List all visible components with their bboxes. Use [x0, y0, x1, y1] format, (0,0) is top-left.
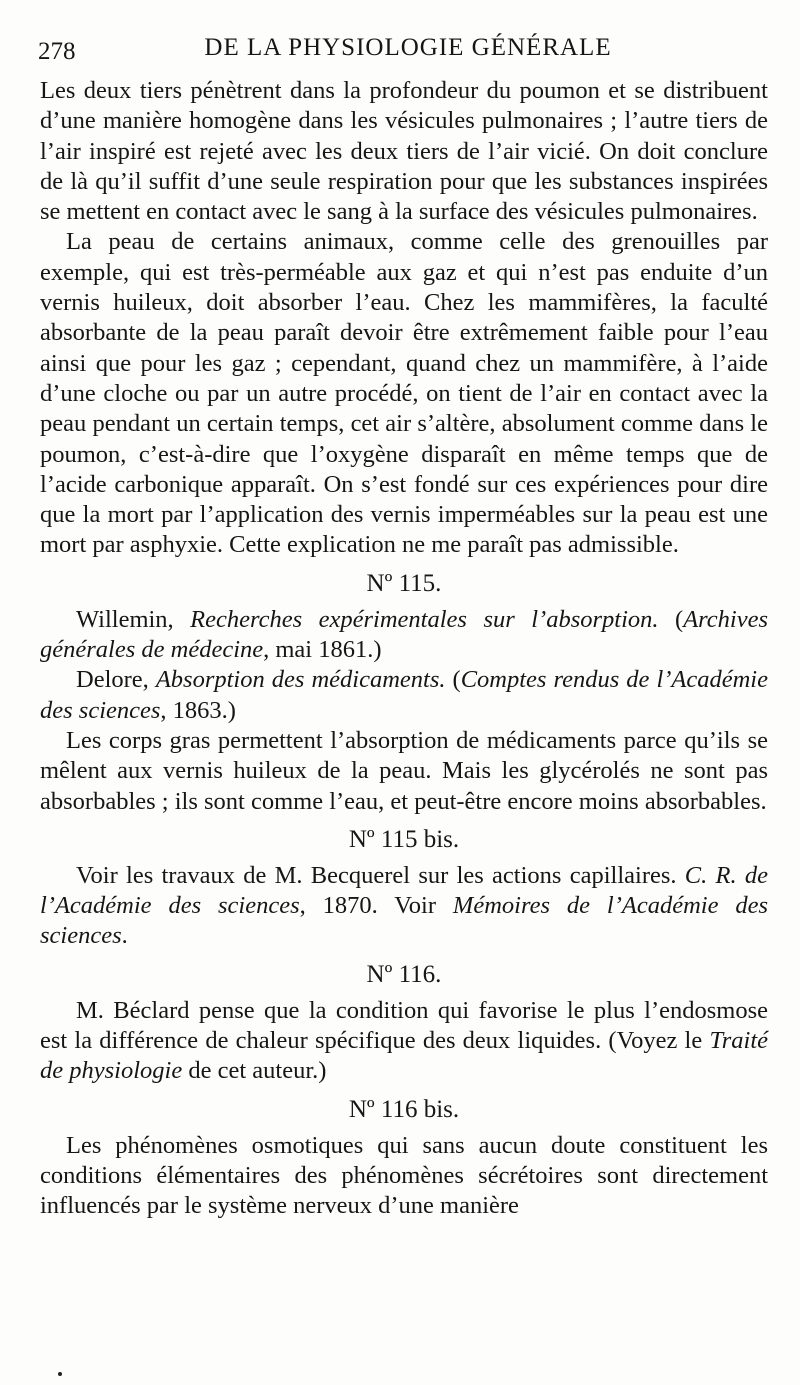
ref-open: ( [452, 666, 461, 694]
journal-title: Mémoires de l’Académie des sciences [40, 892, 769, 950]
page-number: 278 [38, 38, 76, 65]
text-segment: Voir les travaux de M. Becquerel sur les actions capillaires. [76, 861, 677, 889]
text-segment: , 1870. Voir [299, 892, 436, 920]
ref-journal: Archives générales de médecine [40, 605, 768, 664]
ref-author: Delore, [76, 666, 149, 694]
section-heading-116-bis: Nº 116 bis. [348, 1095, 460, 1123]
paragraph-lungs: Les deux tiers pénètrent dans la profondeur du poumon et se distribuent d’une manière homogène dans les vésicules pulmonaires ; l’autre tiers de l’air inspiré est rejeté avec les deux tiers de l’air vicié. On doit conclure de là qu’il suffit d’une seule respiration pour que les substances inspirées se mettent en contact avec le sang à la surface des vésicules pulmonaires. [40, 77, 768, 226]
paragraph-116-bis: Les phénomènes osmotiques qui sans aucun doute constituent les conditions élémentaires des phénomènes sécrétoires sont directement influencés par le système nerveux d’une manière [40, 1131, 768, 1220]
paragraph-116 [40, 996, 768, 1087]
section-heading-116: Nº 116. [366, 960, 442, 988]
ref-title: Absorption des médicaments. [155, 666, 446, 694]
section-heading-115-bis: Nº 115 bis. [348, 825, 460, 853]
ref-open: ( [675, 605, 684, 633]
text-segment: de cet auteur.) [188, 1057, 327, 1085]
body-text [40, 76, 768, 1222]
paragraph-skin: La peau de certains animaux, comme celle des grenouilles par exemple, qui est très-perméable aux gaz et qui n’est pas enduite d’un vernis huileux, doit absorber l’eau. Chez les mammifères, la faculté absorbante de la peau paraît devoir être extrêmement faible pour l’eau ainsi que pour les gaz ; cependant, quand chez un mammifère, à l’aide d’une cloche ou par un autre procédé, on tient de l’air en contact avec la peau pendant un certain temps, cet air s’altère, absolument comme dans le poumon, c’est-à-dire que l’oxygène disparaît en même temps que de l’acide carbonique apparaît. On s’est fondé sur ces expériences pour dire que la mort par l’application des vernis imperméables sur la peau est une mort par asphyxie. Cette explication ne me paraît pas admissible. [40, 228, 768, 559]
reference-willemin [40, 605, 768, 666]
print-speck [58, 1372, 62, 1376]
running-head: DE LA PHYSIOLOGIE GÉNÉRALE [204, 34, 612, 61]
ref-close: , mai 1861.) [263, 636, 382, 664]
text-segment: M. Béclard pense que la condition qui favorise le plus l’endosmose est la différence de chaleur spécifique des deux liquides. (Voyez le [40, 996, 768, 1055]
text-segment: . [121, 922, 128, 950]
ref-close: , 1863.) [160, 696, 236, 724]
ref-journal: Comptes rendus de l’Académie des sciences [40, 666, 768, 724]
ref-author: Willemin, [76, 605, 174, 633]
paragraph-115-bis [40, 861, 768, 952]
reference-delore [40, 665, 768, 726]
page-header [38, 34, 778, 70]
paragraph-115: Les corps gras permettent l’absorption de médicaments parce qu’ils se mêlent aux vernis huileux de la peau. Mais les glycérolés ne sont pas absorbables ; ils sont comme l’eau, et peut-être encore moins absorbables. [40, 726, 768, 815]
journal-title: C. R. de l’Académie des sciences [40, 861, 768, 920]
book-title: Traité de physiologie [40, 1027, 768, 1085]
ref-title: Recherches expérimentales sur l’absorption. [190, 605, 659, 633]
section-heading-115: Nº 115. [366, 569, 442, 597]
